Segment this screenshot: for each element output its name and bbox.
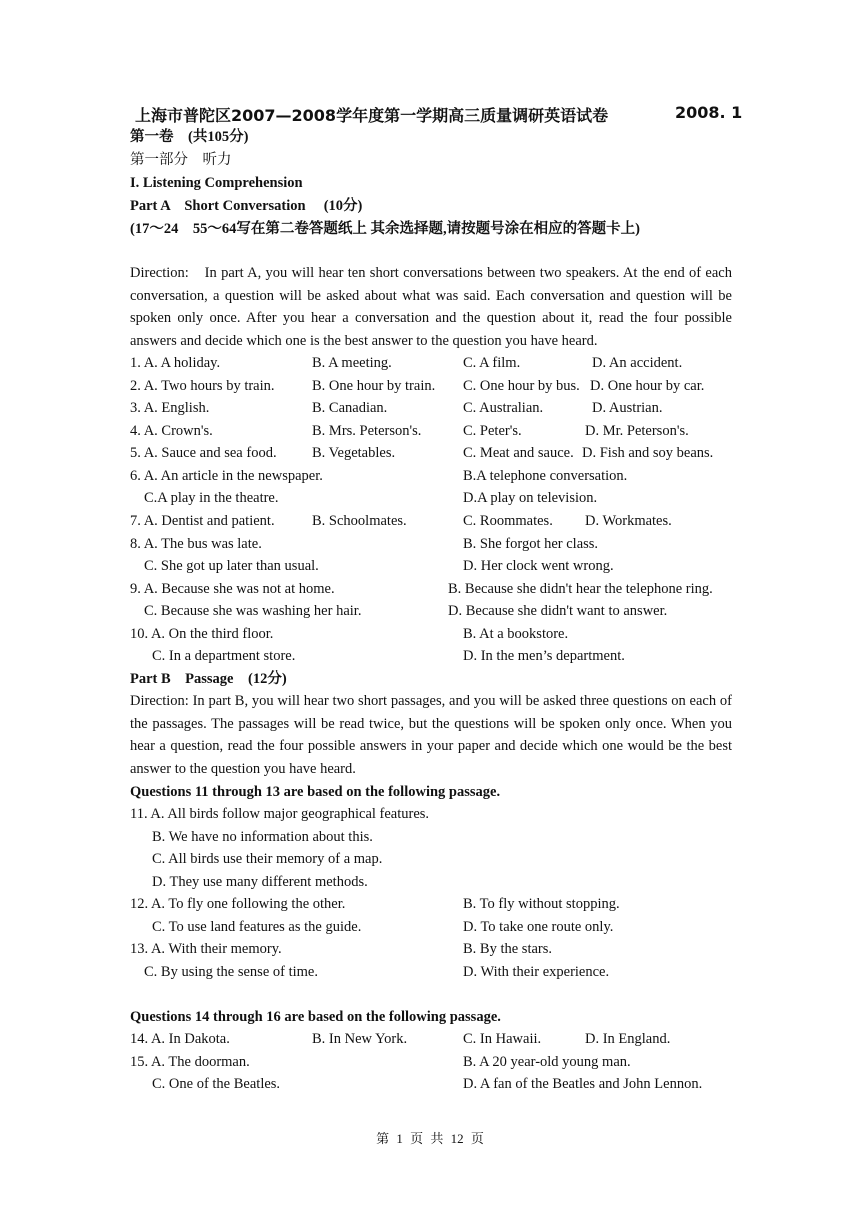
exam-title-text: 上海市普陀区2007—2008学年度第一学期高三质量调研英语试卷 [135,106,609,125]
q9-option-d: D. Because she didn't want to answer. [448,603,668,619]
q10-option-b: B. At a bookstore. [463,626,569,642]
q4-option-c: C. Peter's. [463,423,522,439]
part-a-heading: Part A Short Conversation (10分) [130,198,363,214]
q3-option-c: C. Australian. [463,400,544,416]
q5-option-d: D. Fish and soy beans. [582,445,714,461]
q4-option-d: D. Mr. Peterson's. [585,423,689,439]
part-a-direction: Direction: In part A, you will hear ten short conversations between two speakers. At the end of each conversation, a question will be asked about what was said. Each conversation and question will be spoken only once. After you hear a conversation and the question about it, read the four possible answers and decide which one is the best answer to the question you have heard. [130,265,732,349]
q11-option-c: C. All birds use their memory of a map. [152,851,383,867]
q6-option-c: C.A play in the theatre. [144,490,279,506]
q8-option-a: 8. A. The bus was late. [130,536,262,552]
answer-note: (17～24 55～64写在第二卷答题纸上 其余选择题,请按题号涂在相应的答题卡上) [130,221,640,237]
q1-option-b: B. A meeting. [312,355,392,371]
q8-option-b: B. She forgot her class. [463,536,599,552]
group-1-heading: Questions 11 through 13 are based on the following passage. [130,784,501,800]
q15-option-c: C. One of the Beatles. [152,1076,281,1092]
q8-option-c: C. She got up later than usual. [144,558,319,574]
exam-date: 2008. 1 [675,103,743,122]
group-2-heading: Questions 14 through 16 are based on the following passage. [130,1009,501,1025]
part-heading: 第一部分 听力 [130,152,232,168]
q4-option-b: B. Mrs. Peterson's. [312,423,422,439]
q15-option-a: 15. A. The doorman. [130,1054,250,1070]
q5-option-c: C. Meat and sauce. [463,445,574,461]
q9-option-b: B. Because she didn't hear the telephone ring. [448,581,713,597]
q6-option-d: D.A play on television. [463,490,598,506]
q15-option-d: D. A fan of the Beatles and John Lennon. [463,1076,703,1092]
q14-option-a: 14. A. In Dakota. [130,1031,230,1047]
q2-option-a: 2. A. Two hours by train. [130,378,275,394]
q10-option-c: C. In a department store. [152,648,296,664]
q12-option-d: D. To take one route only. [463,919,614,935]
page-footer: 第 1 页 共 12 页 [376,1131,484,1146]
q2-option-b: B. One hour by train. [312,378,436,394]
q2-option-d: D. One hour by car. [590,378,705,394]
listening-heading: I. Listening Comprehension [130,175,303,191]
q7-option-d: D. Workmates. [585,513,672,529]
q4-option-a: 4. A. Crown's. [130,423,213,439]
q5-option-a: 5. A. Sauce and sea food. [130,445,277,461]
q10-option-a: 10. A. On the third floor. [130,626,274,642]
q15-option-b: B. A 20 year-old young man. [463,1054,631,1070]
q6-option-a: 6. A. An article in the newspaper. [130,468,323,484]
q13-option-a: 13. A. With their memory. [130,941,282,957]
q1-option-c: C. A film. [463,355,521,371]
q2-option-c: C. One hour by bus. [463,378,580,394]
q7-option-a: 7. A. Dentist and patient. [130,513,275,529]
q12-option-a: 12. A. To fly one following the other. [130,896,346,912]
q14-option-b: B. In New York. [312,1031,408,1047]
q5-option-b: B. Vegetables. [312,445,396,461]
q11-option-d: D. They use many different methods. [152,874,368,890]
q11-option-a: 11. A. All birds follow major geographical features. [130,806,430,822]
q14-option-d: D. In England. [585,1031,671,1047]
q13-option-c: C. By using the sense of time. [144,964,318,980]
q7-option-c: C. Roommates. [463,513,553,529]
q14-option-c: C. In Hawaii. [463,1031,542,1047]
q12-option-c: C. To use land features as the guide. [152,919,362,935]
q6-option-b: B.A telephone conversation. [463,468,628,484]
q1-option-a: 1. A. A holiday. [130,355,221,371]
part-b-heading: Part B Passage (12分) [130,671,287,687]
q13-option-b: B. By the stars. [463,941,553,957]
q3-option-d: D. Austrian. [592,400,663,416]
part-b-direction: Direction: In part B, you will hear two short passages, and you will be asked three questions on each of the passages. The passages will be read twice, but the questions will be spoken only once. When you hear a question, read the four possible answers in your paper and decide which one would be the best answer to the question you have heard. [130,693,732,777]
q7-option-b: B. Schoolmates. [312,513,407,529]
q1-option-d: D. An accident. [592,355,683,371]
volume-heading: 第一卷 (共105分) [130,129,249,145]
q3-option-b: B. Canadian. [312,400,388,416]
q8-option-d: D. Her clock went wrong. [463,558,614,574]
q9-option-c: C. Because she was washing her hair. [144,603,362,619]
q11-option-b: B. We have no information about this. [152,829,373,845]
q3-option-a: 3. A. English. [130,400,210,416]
q12-option-b: B. To fly without stopping. [463,896,620,912]
q10-option-d: D. In the men’s department. [463,648,625,664]
q9-option-a: 9. A. Because she was not at home. [130,581,335,597]
exam-title [135,103,743,126]
q13-option-d: D. With their experience. [463,964,610,980]
